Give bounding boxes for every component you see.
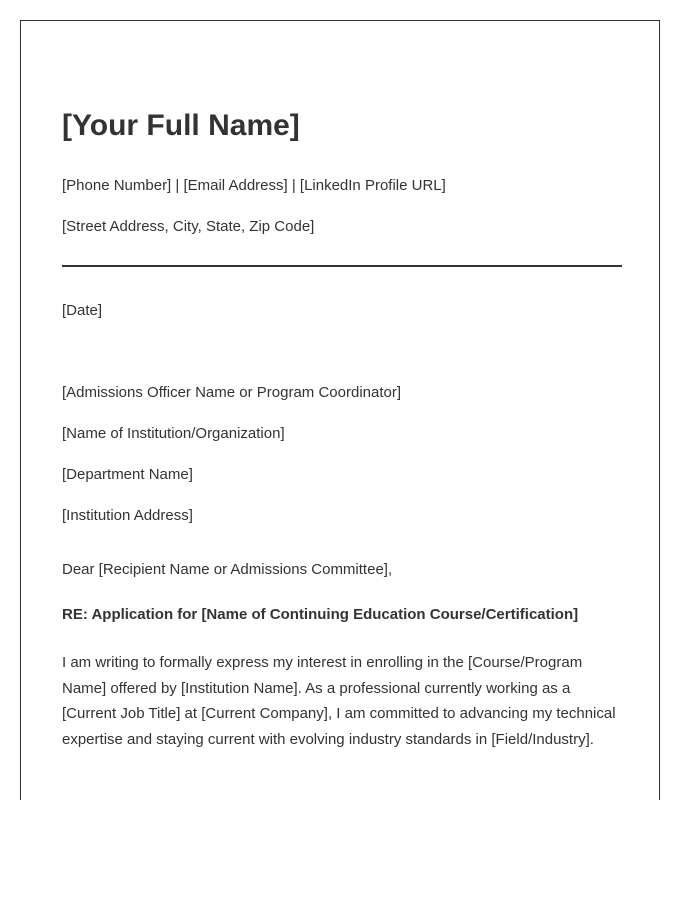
recipient-institution: [Name of Institution/Organization]	[62, 425, 285, 442]
sender-full-name: [Your Full Name]	[62, 109, 300, 142]
letter-date: [Date]	[62, 302, 103, 319]
recipient-name: [Admissions Officer Name or Program Coordinator]	[62, 384, 402, 401]
recipient-block	[62, 383, 622, 526]
sender-address-line: [Street Address, City, State, Zip Code]	[62, 218, 315, 235]
recipient-department: [Department Name]	[62, 466, 193, 483]
body-paragraph: I am writing to formally express my interest in enrolling in the [Course/Program Name] offered by [Institution Name]. As a professional currently working as a [Current Job Title] at [Current Company], I am committed to advancing my technical expertise and staying current with evolving industry standards in [Field/Industry].	[62, 654, 616, 748]
sender-contact-line: [Phone Number] | [Email Address] | [LinkedIn Profile URL]	[62, 177, 446, 194]
letter-page	[20, 20, 660, 800]
header-divider	[62, 265, 622, 267]
recipient-address: [Institution Address]	[62, 507, 193, 524]
salutation: Dear [Recipient Name or Admissions Committee],	[62, 561, 393, 578]
letter-content	[62, 109, 622, 752]
subject-line: RE: Application for [Name of Continuing Education Course/Certification]	[62, 606, 579, 623]
